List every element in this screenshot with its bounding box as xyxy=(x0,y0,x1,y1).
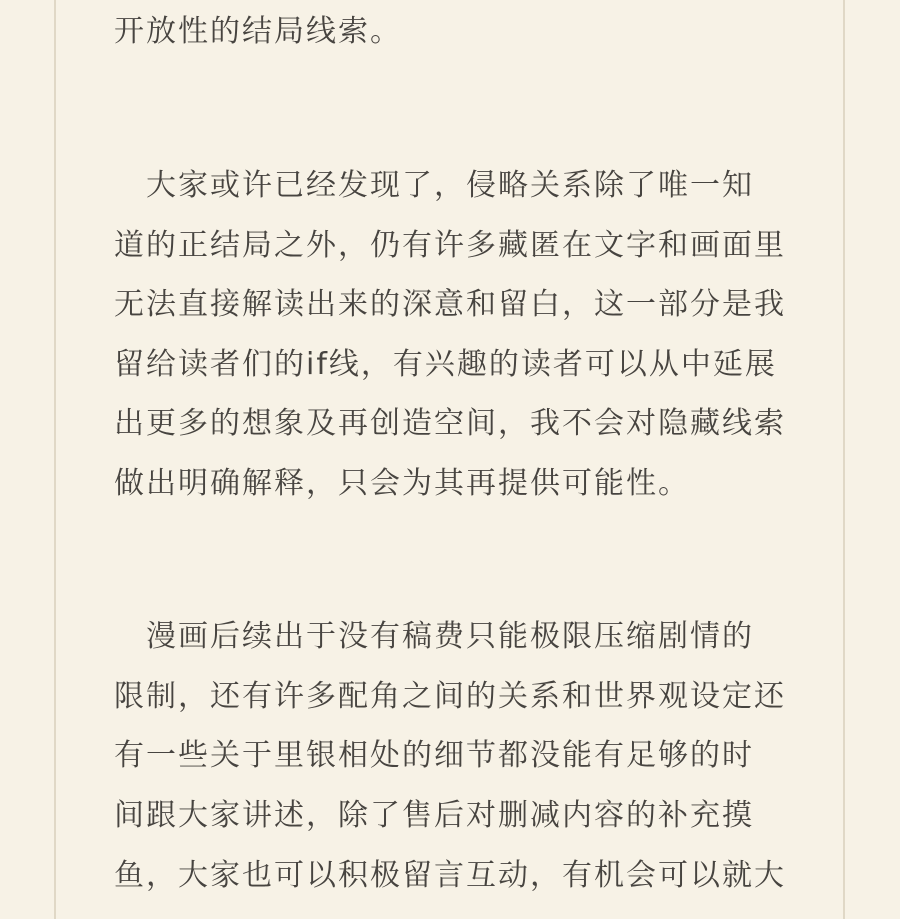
text-line: 漫画后续出于没有稿费只能极限压缩剧情的 xyxy=(114,619,754,654)
text-line: 鱼，大家也可以积极留言互动，有机会可以就大 xyxy=(114,858,786,893)
text-line: 出更多的想象及再创造空间，我不会对隐藏线索 xyxy=(114,406,786,441)
right-border-line xyxy=(843,0,845,919)
text-line: 限制，还有许多配角之间的关系和世界观设定还 xyxy=(114,679,786,714)
text-line: 道的正结局之外，仍有许多藏匿在文字和画面里 xyxy=(114,228,786,263)
text-line: 大家或许已经发现了，侵略关系除了唯一知 xyxy=(114,168,754,203)
text-line: 间跟大家讲述，除了售后对删减内容的补充摸 xyxy=(114,798,754,833)
text-line: 留给读者们的if线，有兴趣的读者可以从中延展 xyxy=(114,347,777,382)
text-line: 开放性的结局线索。 xyxy=(114,14,402,49)
text-line: 做出明确解释，只会为其再提供可能性。 xyxy=(114,466,690,501)
text-line: 有一些关于里银相处的细节都没能有足够的时 xyxy=(114,738,754,773)
left-border-line xyxy=(54,0,56,919)
text-line: 无法直接解读出来的深意和留白，这一部分是我 xyxy=(114,287,786,322)
